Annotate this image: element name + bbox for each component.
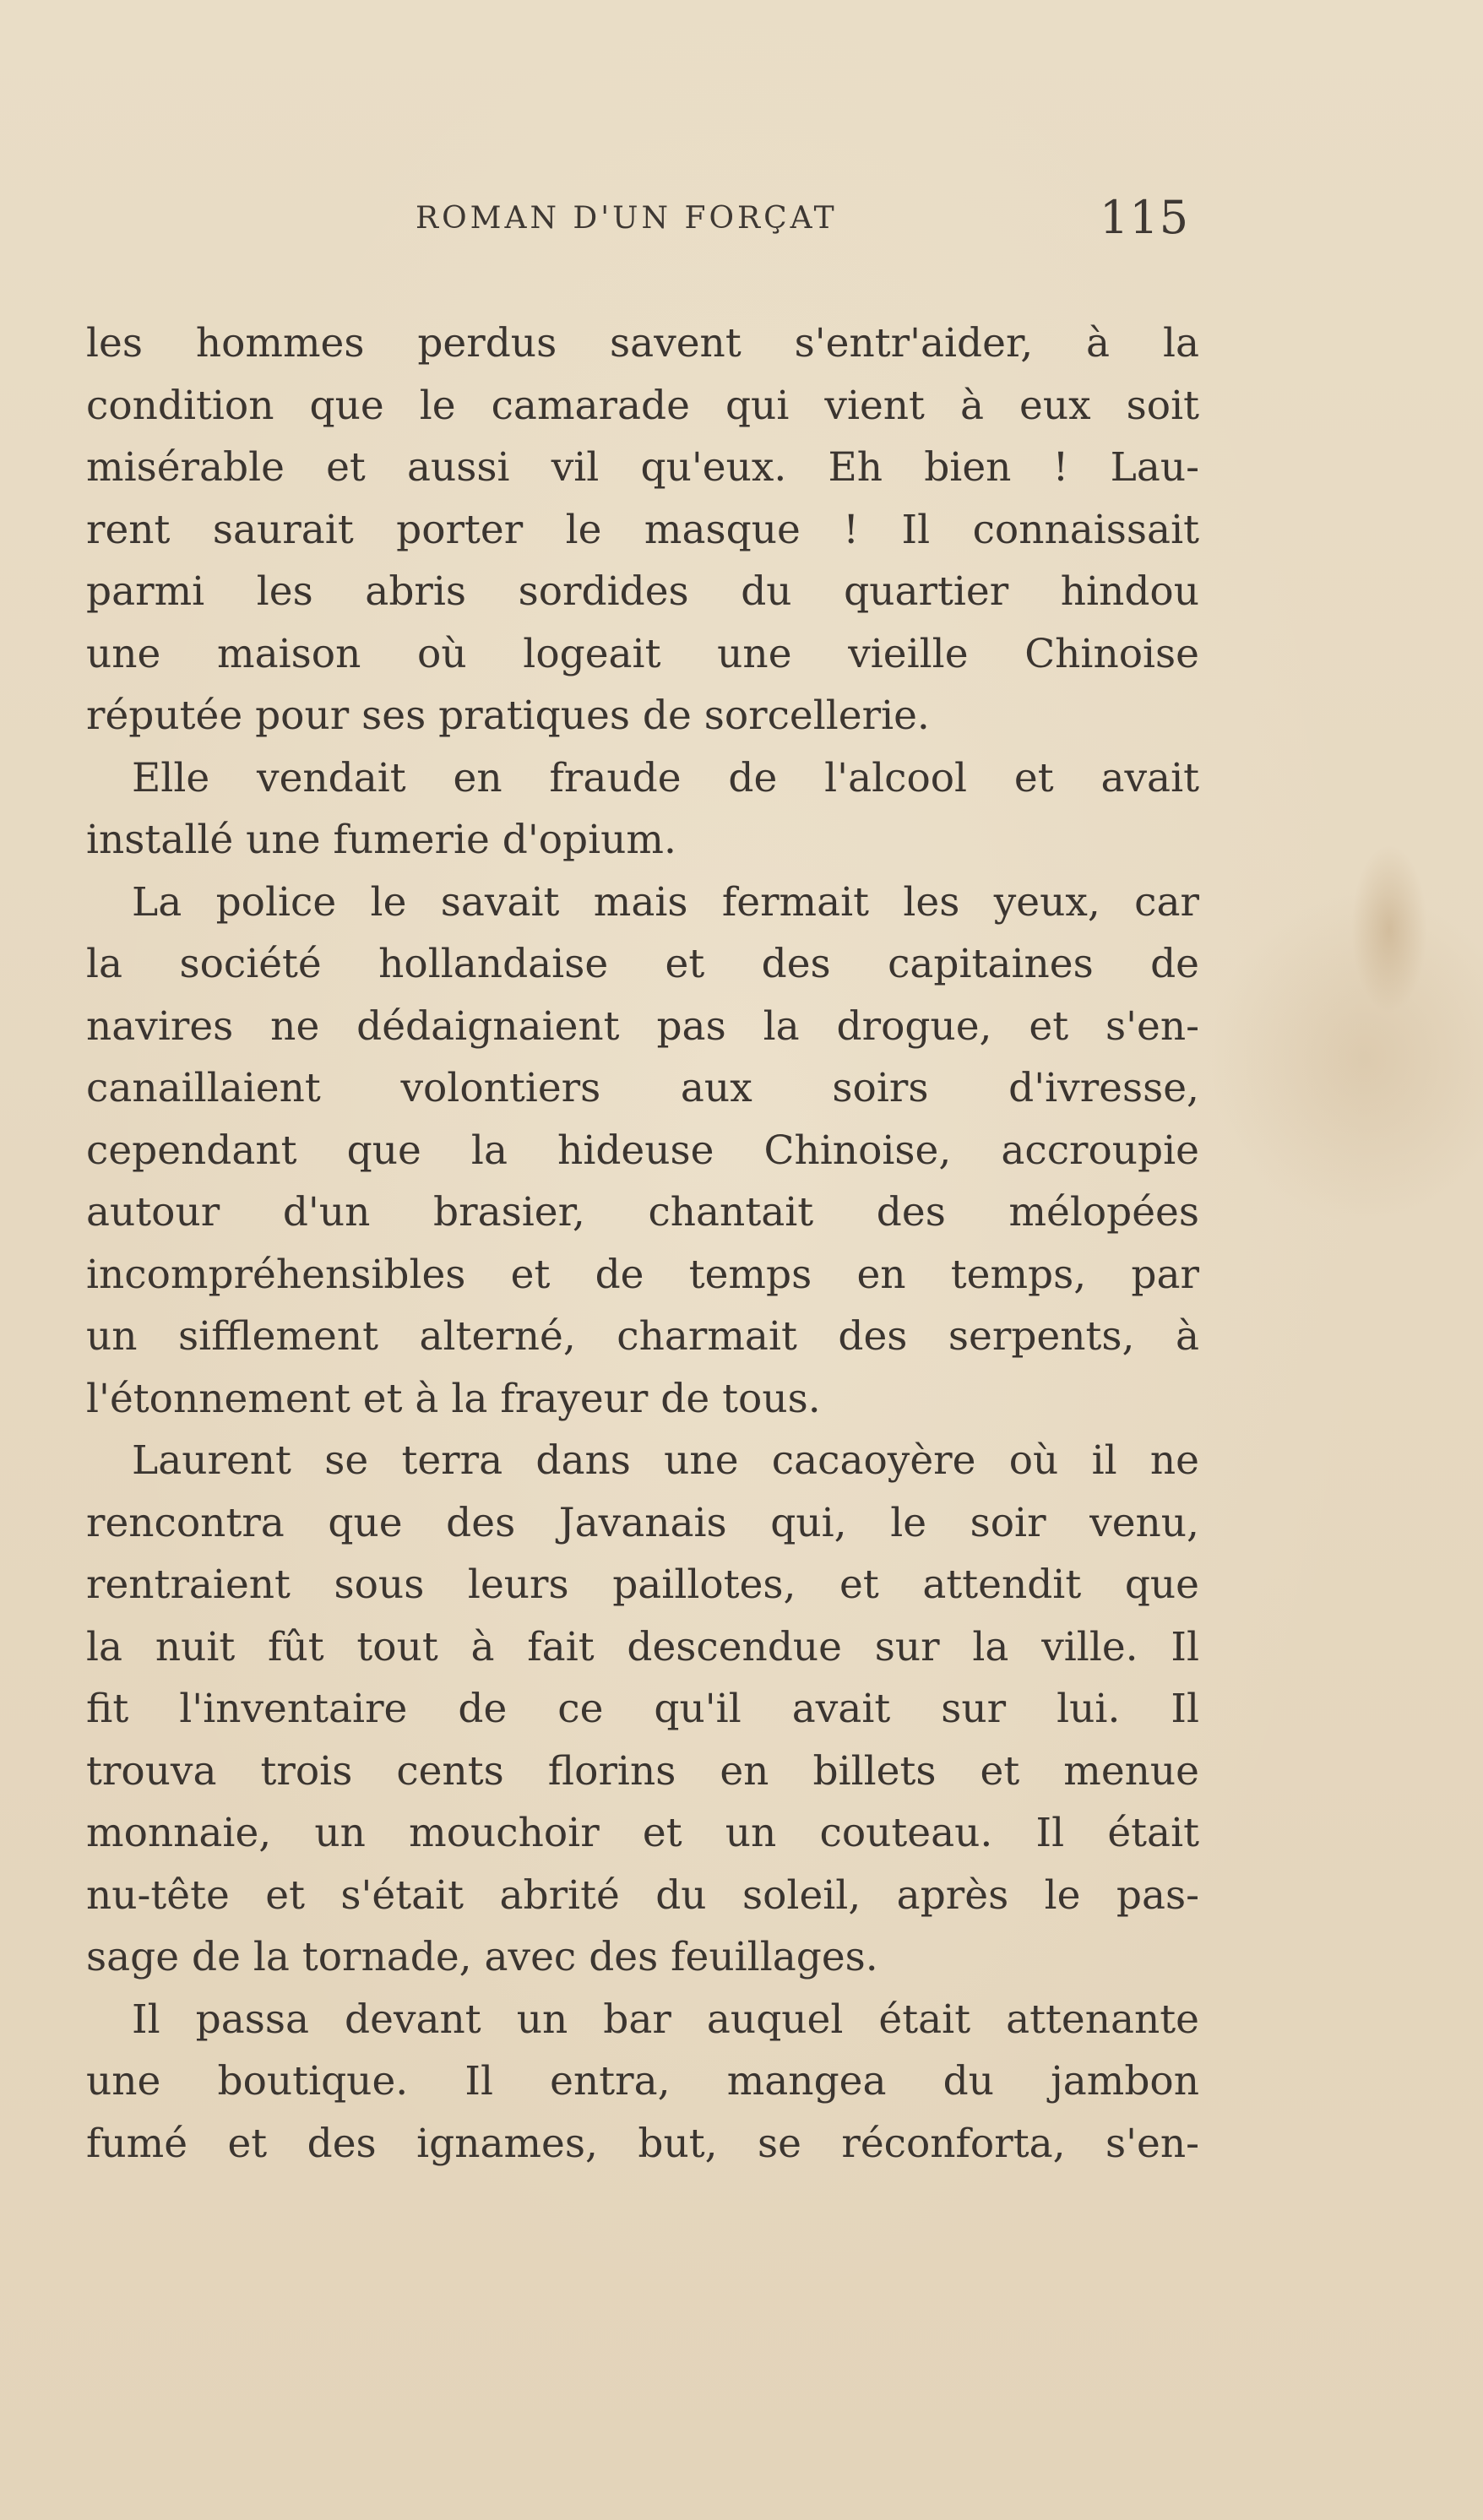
text-line: Laurent se terra dans une cacaoyère où il ne	[132, 1437, 1199, 1484]
text-line: une boutique. Il entra, mangea du jambon	[86, 2058, 1199, 2105]
text-line: fumé et des ignames, but, se réconforta, s'en-	[86, 2120, 1199, 2167]
text-line: trouva trois cents florins en billets et menue	[86, 1747, 1199, 1795]
text-line: condition que le camarade qui vient à eux soit	[86, 382, 1199, 429]
page-header	[84, 191, 1199, 258]
text-line: installé une fumerie d'opium.	[86, 817, 676, 863]
text-line: rencontra que des Javanais qui, le soir venu,	[86, 1499, 1199, 1546]
text-line: parmi les abris sordides du quartier hindou	[86, 568, 1199, 615]
text-line: La police le savait mais fermait les yeux, car	[132, 878, 1199, 926]
text-line: cependant que la hideuse Chinoise, accroupie	[86, 1127, 1199, 1174]
text-line: nu-tête et s'était abrité du soleil, après le pas-	[86, 1871, 1199, 1919]
text-line: fit l'inventaire de ce qu'il avait sur lui. Il	[86, 1686, 1199, 1732]
page-number: 115	[1100, 191, 1190, 244]
text-line: canaillaient volontiers aux soirs d'ivresse,	[86, 1065, 1199, 1111]
text-line: navires ne dédaignaient pas la drogue, et s'en-	[86, 1002, 1199, 1050]
text-line: Il passa devant un bar auquel était attenante	[132, 1996, 1199, 2043]
text-line: la nuit fût tout à fait descendue sur la ville. Il	[86, 1623, 1199, 1670]
body-text	[86, 312, 1199, 2175]
running-title: ROMAN D'UN FORÇAT	[416, 201, 838, 236]
text-line: incompréhensibles et de temps en temps, par	[86, 1251, 1199, 1298]
text-line: réputée pour ses pratiques de sorcellerie.	[86, 692, 930, 739]
text-line: misérable et aussi vil qu'eux. Eh bien ! Lau-	[86, 444, 1199, 491]
text-line: sage de la tornade, avec des feuillages.	[86, 1934, 878, 1980]
text-line: une maison où logeait une vieille Chinoise	[86, 630, 1199, 677]
text-line: Elle vendait en fraude de l'alcool et avait	[132, 754, 1199, 801]
text-line: la société hollandaise et des capitaines de	[86, 941, 1199, 987]
text-line: autour d'un brasier, chantait des mélopées	[86, 1189, 1199, 1236]
text-line: les hommes perdus savent s'entr'aider, à la	[86, 320, 1199, 367]
text-line: rentraient sous leurs paillotes, et attendit que	[86, 1561, 1199, 1608]
paper-stain	[1351, 845, 1427, 1013]
text-line: rent saurait porter le masque ! Il connaissait	[86, 506, 1199, 553]
text-line: un sifflement alterné, charmait des serpents, à	[86, 1313, 1199, 1360]
text-line: monnaie, un mouchoir et un couteau. Il était	[86, 1810, 1199, 1856]
text-line: l'étonnement et à la frayeur de tous.	[86, 1375, 821, 1422]
